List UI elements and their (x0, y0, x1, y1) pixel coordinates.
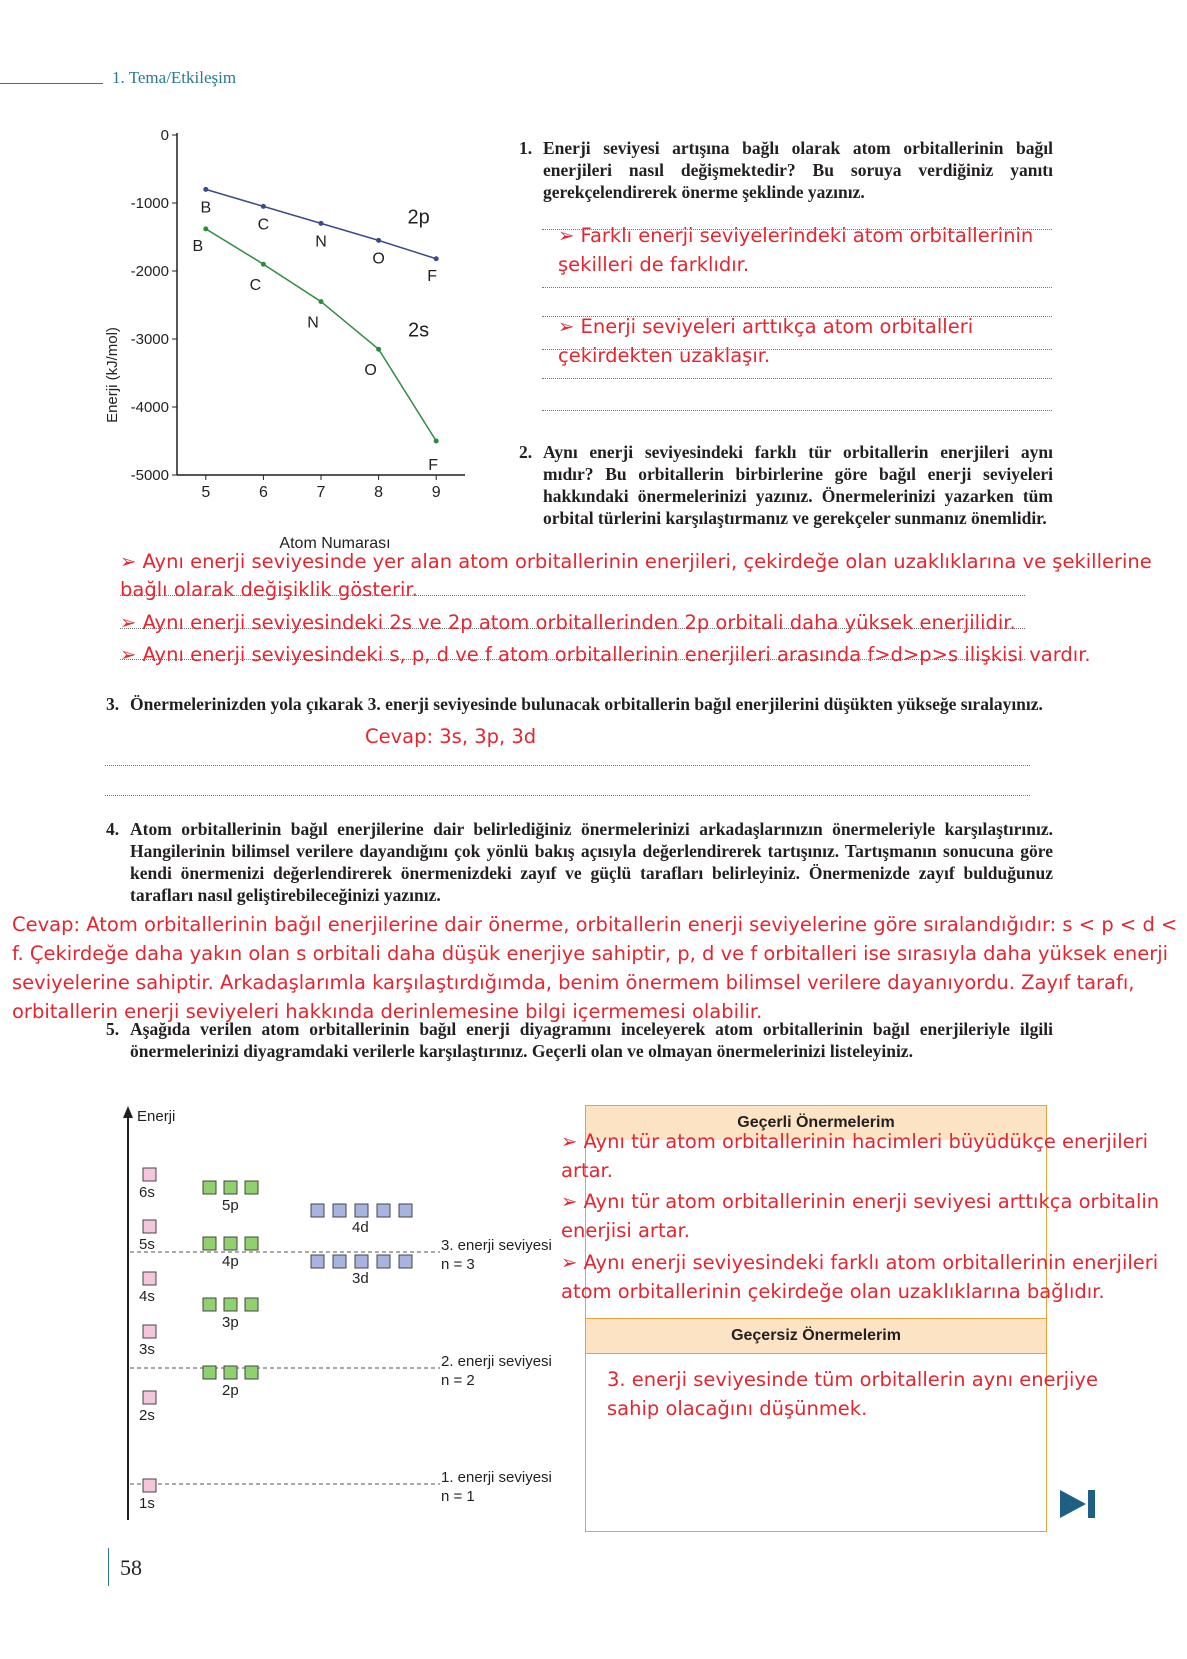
orbital-3d (311, 1255, 412, 1287)
orbital-2p (203, 1366, 258, 1399)
chart-point (203, 226, 208, 231)
question-5 (106, 1018, 1053, 1062)
answer-4-line-3: seviyelerine sahiptir. Arkadaşlarımla karşılaştırdığımda, benim önermem bilimsel verilere dayanıyordu. Zayıf tarafı, (12, 971, 1135, 994)
chart-point (319, 299, 324, 304)
skip-next-icon[interactable] (1060, 1488, 1098, 1520)
answer-line (542, 287, 1052, 288)
chart-x-tick-label: 8 (374, 484, 384, 501)
question-3-text: Önermelerinizden yola çıkarak 3. enerji seviyesinde bulunacak orbitallerin bağıl enerjilerini düşükten yükseğe sıralayınız. (130, 694, 1043, 714)
energy-axis-arrow (123, 1106, 133, 1118)
answer-line (105, 795, 1030, 796)
orbital-label: 4d (352, 1219, 369, 1236)
chart-point-label: O (364, 362, 377, 380)
answer-4-line-4: orbitallerin enerji seviyeleri hakkında derinlemesine bilgi içermemesi olabilir. (12, 1000, 763, 1023)
question-1 (519, 137, 1053, 203)
orbital-2s (139, 1391, 156, 1424)
chart-point-label: F (428, 457, 439, 474)
orbital-label: 2p (222, 1382, 239, 1399)
chart-point-label: C (249, 277, 262, 295)
question-1-number: 1. (519, 138, 533, 158)
valid-proposition-1a: ➢ Aynı tür atom orbitallerinin hacimleri büyüdükçe enerjileri (561, 1130, 1149, 1153)
propositions-box (585, 1105, 1047, 1532)
orbital-label: 5p (222, 1197, 239, 1214)
question-3 (106, 693, 1053, 715)
question-3-number: 3. (106, 694, 120, 714)
chart-series-name: 2p (407, 206, 430, 229)
chart-y-tick-label: -3000 (130, 331, 169, 348)
chart-x-tick-label: 9 (431, 484, 441, 501)
chart-point-label: F (427, 267, 438, 285)
chart-y-tick-label: -2000 (130, 263, 169, 280)
chart-point-label: N (307, 314, 319, 332)
valid-propositions-header: Geçerli Önermelerim (586, 1106, 1046, 1140)
chart-point (261, 262, 266, 267)
question-5-number: 5. (106, 1019, 120, 1039)
answer-line (542, 378, 1052, 379)
chart-y-tick-label: -1000 (130, 195, 169, 212)
valid-proposition-3b: atom orbitallerinin çekirdeğe olan uzaklıklarına bağlıdır. (561, 1280, 1105, 1303)
header-rule (0, 83, 103, 84)
question-4-number: 4. (106, 819, 120, 839)
question-2-number: 2. (519, 442, 533, 462)
answer-4-line-2: f. Çekirdeğe daha yakın olan s orbitali daha düşük enerjiye sahiptir, p, d ve f orbitalleri ise sırasıyla daha yüksek enerji (12, 942, 1169, 965)
chart-point (203, 187, 208, 192)
chart-point-label: C (257, 216, 270, 234)
orbital-label: 2s (139, 1407, 155, 1424)
question-4 (106, 818, 1053, 906)
chart-series-line-2s (206, 229, 436, 441)
answer-2-line-3: ➢ Aynı enerji seviyesindeki 2s ve 2p atom orbitallerinden 2p orbitali daha yüksek enerjilidir. (120, 611, 1016, 634)
orbital-6s (139, 1168, 156, 1201)
orbital-label: 4s (139, 1288, 155, 1305)
answer-2-line-4: ➢ Aynı enerji seviyesindeki s, p, d ve f atom orbitallerinin enerjileri arasında f>d>p>s ilişkisi vardır. (120, 643, 1091, 666)
answer-1-line-1: ➢ Farklı enerji seviyelerindeki atom orbitallerinin (558, 224, 1034, 247)
question-4-text: Atom orbitallerinin bağıl enerjilerine dair belirlediğiniz önermelerinizi arkadaşlarınızın önermeleriyle karşılaştırınız. Hangilerinin bilimsel verilere dayandığını çok yönlü bakış açısıyla değerlendirerek tartışınız. Tartışmanın sonucuna göre kendi önermenizi değerlendirerek önermenizdeki zayıf ve güçlü tarafları belirleyiniz. Önermenizde zayıf bulduğunuz tarafları nasıl geliştirebileceğinizi yazınız. (130, 819, 1053, 905)
valid-proposition-2a: ➢ Aynı tür atom orbitallerinin enerji seviyesi arttıkça orbitalin (561, 1190, 1160, 1213)
chart-point (261, 204, 266, 209)
orbital-5p (203, 1181, 258, 1214)
chart-y-tick-label: 0 (160, 127, 169, 144)
chart-x-tick-label: 5 (201, 484, 211, 501)
chart-x-tick-label: 6 (258, 484, 268, 501)
invalid-proposition-1b: sahip olacağını düşünmek. (607, 1397, 868, 1420)
orbital-label: 5s (139, 1236, 155, 1253)
orbital-label: 3d (352, 1270, 369, 1287)
orbital-5s (139, 1220, 156, 1253)
valid-proposition-1b: artar. (561, 1159, 613, 1182)
chart-point (319, 221, 324, 226)
breadcrumb: 1. Tema/Etkileşim (112, 68, 237, 87)
chart-xlabel: Atom Numarası (279, 535, 391, 552)
question-2-text: Aynı enerji seviyesindeki farklı tür orbitallerin enerjileri aynı mıdır? Bu orbitallerin birbirlerine göre bağıl enerji seviyeleri hakkındaki önermelerinizi yazınız. Önermelerinizi yazarken tüm orbital türlerini karşılaştırmanız ve gerekçeler sunmanız önemlidir. (543, 442, 1053, 528)
answer-1-line-3: ➢ Enerji seviyeleri arttıkça atom orbitalleri (558, 315, 974, 338)
level-3-n: n = 3 (441, 1256, 475, 1273)
orbital-3s (139, 1325, 156, 1358)
orbital-label: 6s (139, 1184, 155, 1201)
chart-point (376, 238, 381, 243)
answer-4-line-1: Cevap: Atom orbitallerinin bağıl enerjilerine dair önerme, orbitallerin enerji seviyelerine göre sıralandığıdır: s < p < d < (12, 913, 1178, 936)
answer-2-line-2: bağlı olarak değişiklik gösterir. (120, 578, 418, 601)
chart-point-label: B (200, 199, 212, 217)
question-5-text: Aşağıda verilen atom orbitallerinin bağıl enerji diyagramını inceleyerek atom orbitallerinin bağıl enerjileriyle ilgili önermelerinizi diyagramdaki verilerle karşılaştırınız. Geçerli olan ve olmayan önermelerinizi listeleyiniz. (130, 1019, 1053, 1061)
level-2-n: n = 2 (441, 1372, 475, 1389)
chart-x-tick-label: 7 (316, 484, 326, 501)
orbital-1s (139, 1479, 156, 1512)
answer-1-line-2: şekilleri de farklıdır. (558, 253, 750, 276)
energy-chart (95, 125, 515, 560)
valid-proposition-2b: enerjisi artar. (561, 1219, 690, 1242)
chart-point (376, 347, 381, 352)
answer-line (105, 765, 1030, 766)
answer-3: Cevap: 3s, 3p, 3d (365, 725, 537, 748)
chart-point-label: B (192, 237, 204, 255)
page-number-rule (108, 1548, 109, 1586)
chart-y-tick-label: -4000 (130, 399, 169, 416)
orbital-energy-diagram (110, 1100, 580, 1540)
energy-axis-label: Enerji (137, 1108, 176, 1125)
invalid-proposition-1a: 3. enerji seviyesinde tüm orbitallerin aynı enerjiye (607, 1368, 1098, 1391)
orbital-4d (311, 1204, 412, 1236)
orbital-label: 3p (222, 1314, 239, 1331)
orbital-label: 1s (139, 1495, 155, 1512)
page-number: 58 (120, 1555, 142, 1580)
orbital-4p (203, 1237, 258, 1270)
valid-proposition-3a: ➢ Aynı enerji seviyesindeki farklı atom orbitallerinin enerjileri (561, 1251, 1159, 1274)
invalid-propositions-header: Geçersiz Önermelerim (586, 1318, 1046, 1354)
level-1-label: 1. enerji seviyesi (441, 1469, 552, 1486)
answer-line (542, 410, 1052, 411)
chart-point (434, 439, 439, 444)
answer-1-line-4: çekirdekten uzaklaşır. (558, 344, 771, 367)
answer-2-line-1: ➢ Aynı enerji seviyesinde yer alan atom orbitallerinin enerjileri, çekirdeğe olan uzaklıklarına ve şekillerine (120, 550, 1152, 573)
level-2-label: 2. enerji seviyesi (441, 1353, 552, 1370)
orbital-4s (139, 1272, 156, 1305)
orbital-label: 3s (139, 1341, 155, 1358)
orbital-label: 4p (222, 1253, 239, 1270)
level-1-n: n = 1 (441, 1488, 475, 1505)
orbital-3p (203, 1298, 258, 1331)
question-2 (519, 441, 1053, 529)
chart-point (434, 256, 439, 261)
chart-ylabel: Enerji (kJ/mol) (104, 327, 121, 423)
chart-y-tick-label: -5000 (130, 467, 169, 484)
level-3-label: 3. enerji seviyesi (441, 1237, 552, 1254)
chart-point-label: O (372, 250, 385, 268)
chart-point-label: N (315, 233, 327, 251)
chart-series-name: 2s (408, 319, 430, 342)
question-1-text: Enerji seviyesi artışına bağlı olarak atom orbitallerinin bağıl enerjileri nasıl değişmektedir? Bu soruya verdiğiniz yanıtı gerekçelendirerek önerme şeklinde yazınız. (543, 138, 1053, 202)
